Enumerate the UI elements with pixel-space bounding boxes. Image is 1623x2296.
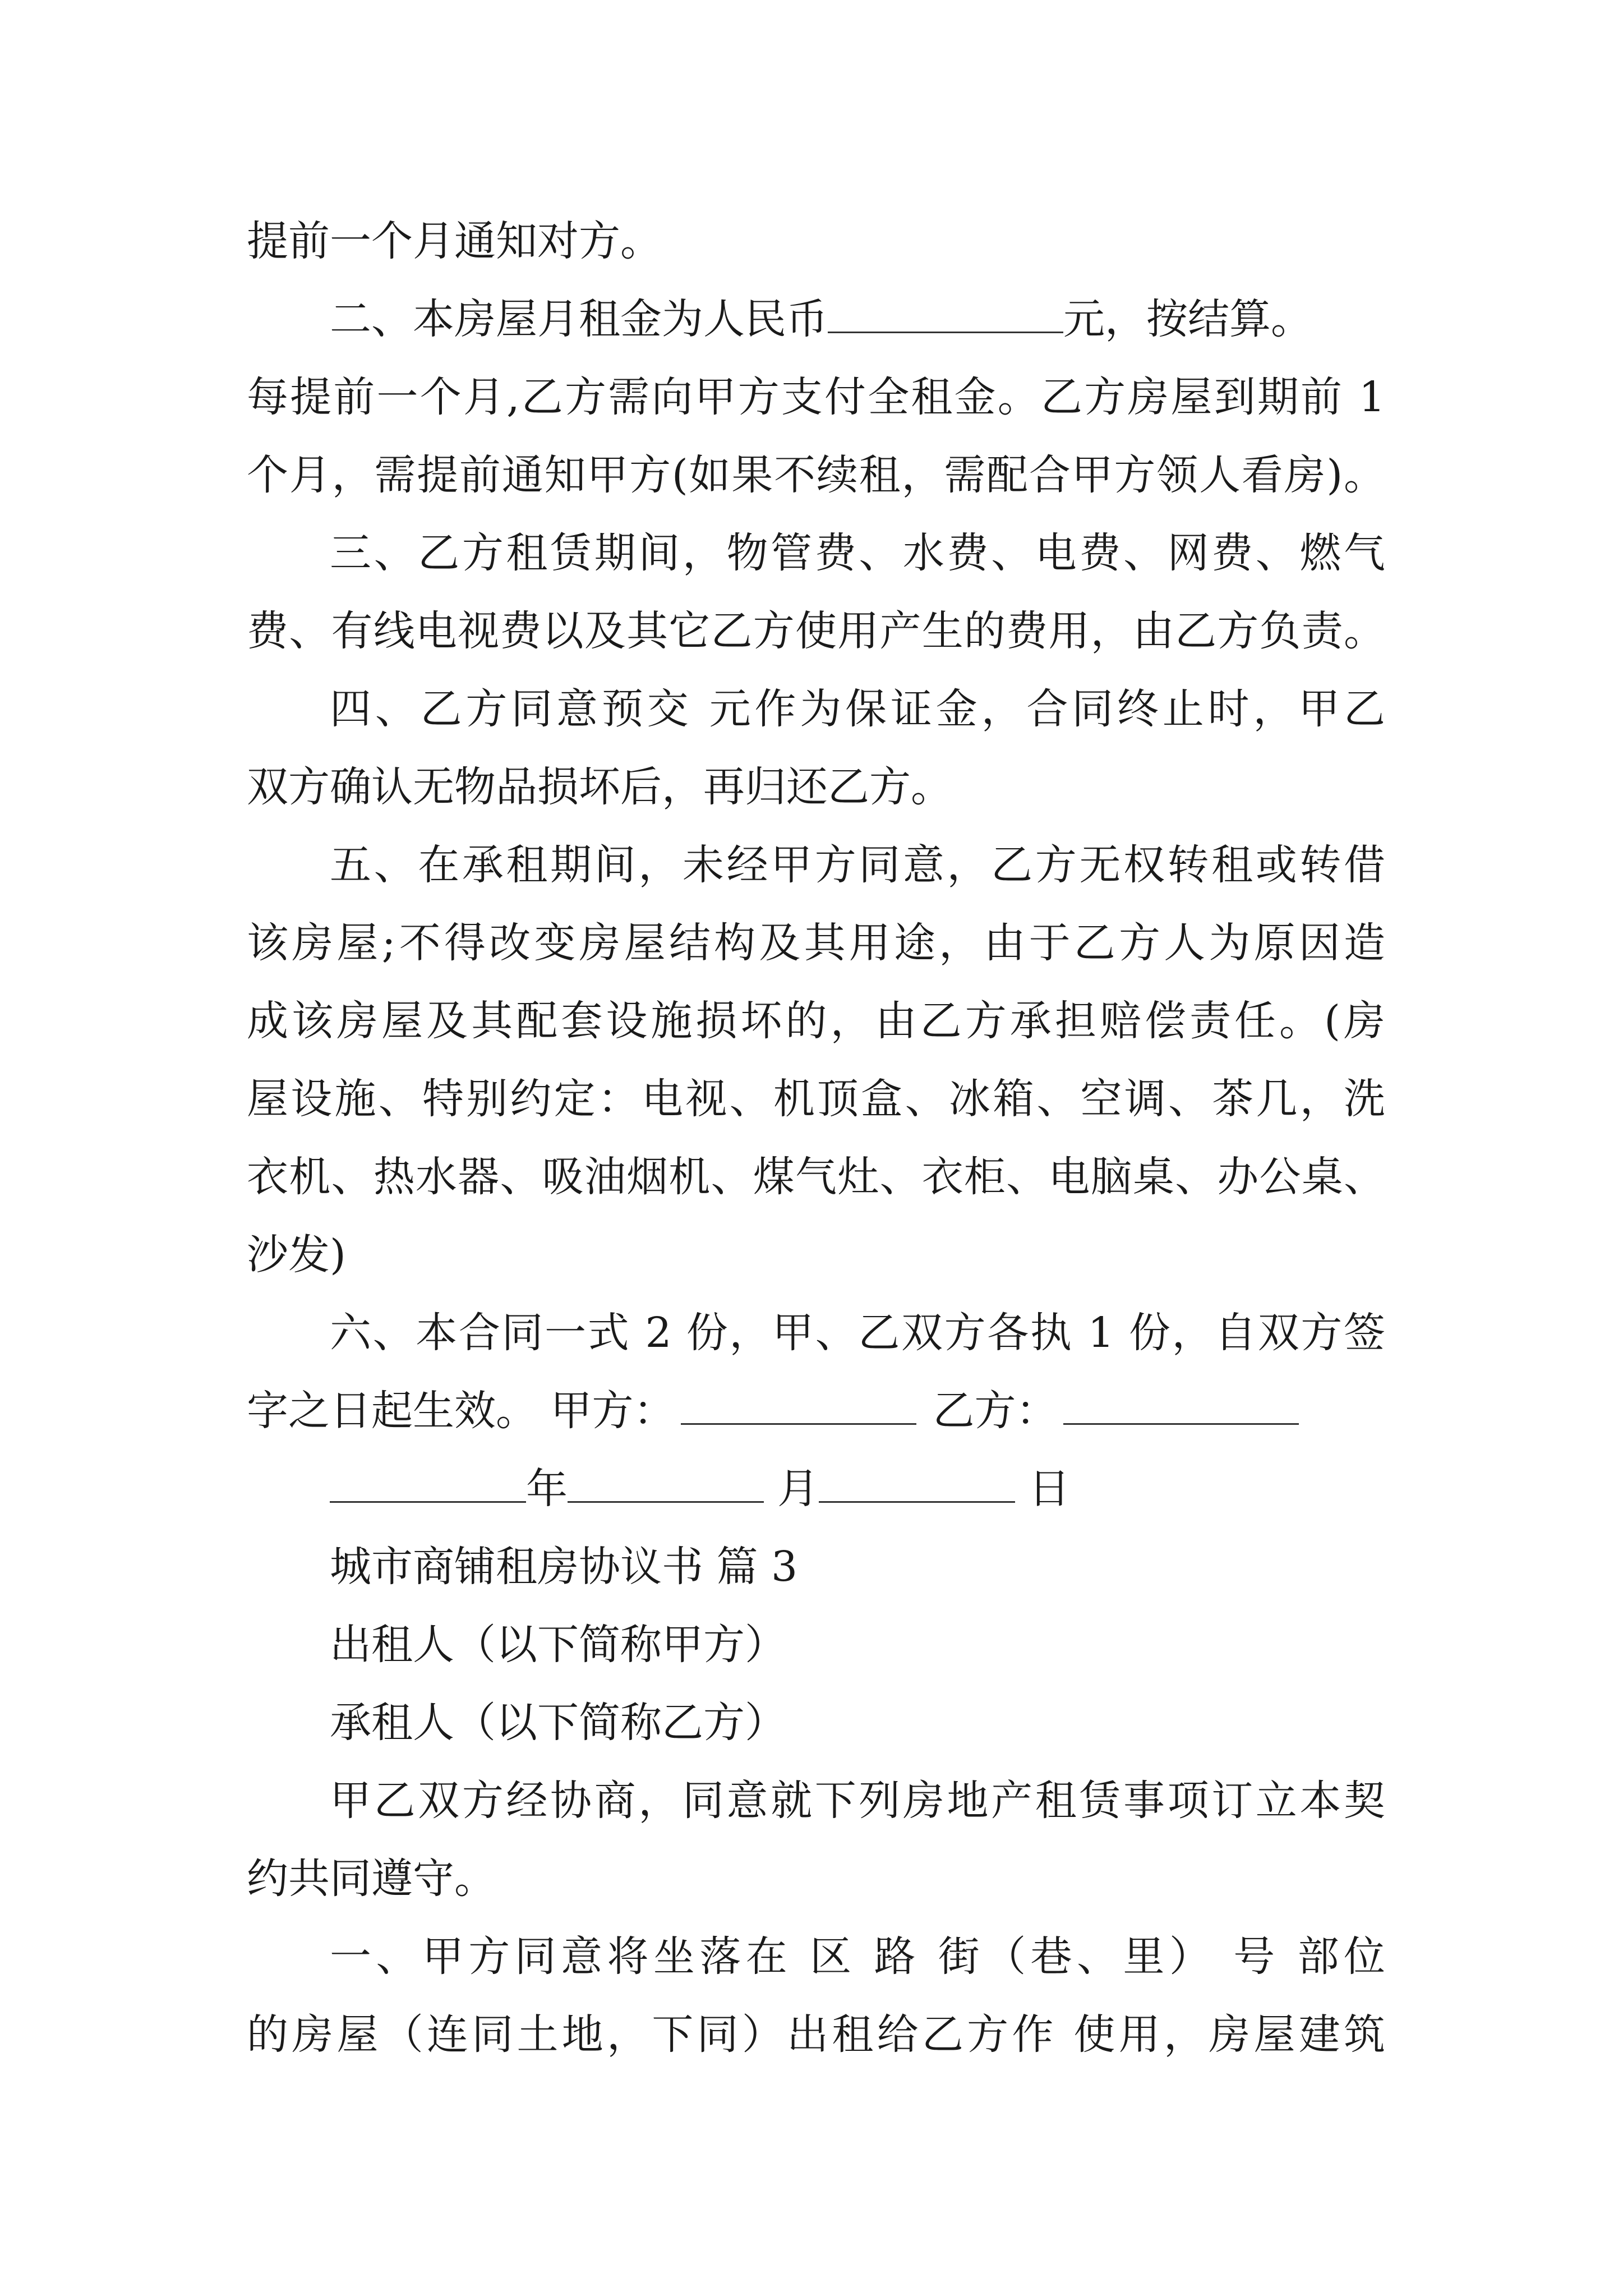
text-segment: 字之日起生效。 甲方： — [247, 1387, 675, 1435]
month-blank — [568, 1462, 764, 1503]
text-segment: 月 — [777, 1465, 819, 1513]
text-line: 约共同遵守。 — [247, 1855, 496, 1903]
text-line: 出租人（以下简称甲方） — [330, 1621, 786, 1669]
text-line: 一、甲方同意将坐落在 区 路 街（巷、里） 号 部位 — [330, 1932, 1385, 1981]
day-blank — [819, 1462, 1015, 1503]
rent-amount-blank — [828, 292, 1063, 333]
text-line: 提前一个月通知对方。 — [247, 217, 662, 265]
text-line: 屋设施、特别约定：电视、机顶盒、冰箱、空调、茶几，洗 — [247, 1075, 1385, 1123]
text-line: 双方确认无物品损坏后，再归还乙方。 — [247, 763, 952, 811]
text-segment: 日 — [1029, 1465, 1070, 1513]
text-segment: 年 — [526, 1465, 568, 1513]
text-line: 甲乙双方经协商，同意就下列房地产租赁事项订立本契 — [330, 1777, 1385, 1825]
text-segment: 元，按结算。 — [1063, 295, 1312, 343]
section-heading: 城市商铺租房协议书 篇 3 — [330, 1543, 798, 1591]
party-a-signature-blank — [681, 1384, 916, 1425]
text-line: 的房屋（连同土地，下同）出租给乙方作 使用，房屋建筑 — [247, 2010, 1385, 2059]
text-line: 每提前一个月,乙方需向甲方支付全租金。乙方房屋到期前 1 — [247, 373, 1385, 421]
rent-clause-line — [330, 280, 1312, 358]
text-line: 个月，需提前通知甲方(如果不续租，需配合甲方领人看房)。 — [247, 451, 1385, 499]
text-line: 沙发) — [247, 1231, 346, 1279]
text-line: 三、乙方租赁期间，物管费、水费、电费、网费、燃气 — [330, 529, 1385, 577]
text-line: 六、本合同一式 2 份，甲、乙双方各执 1 份，自双方签 — [330, 1309, 1385, 1357]
text-line: 衣机、热水器、吸油烟机、煤气灶、衣柜、电脑桌、办公桌、 — [247, 1153, 1385, 1201]
year-blank — [330, 1462, 526, 1503]
text-line: 承租人（以下简称乙方） — [330, 1699, 786, 1747]
text-line: 该房屋;不得改变房屋结构及其用途，由于乙方人为原因造 — [247, 919, 1385, 967]
date-line — [330, 1450, 1070, 1528]
text-segment: 二、本房屋月租金为人民币 — [330, 295, 828, 343]
text-line: 成该房屋及其配套设施损坏的，由乙方承担赔偿责任。(房 — [247, 997, 1385, 1045]
text-line: 四、乙方同意预交 元作为保证金，合同终止时，甲乙 — [330, 685, 1385, 733]
party-b-signature-blank — [1063, 1384, 1299, 1425]
signature-line — [247, 1372, 1316, 1450]
text-line: 费、有线电视费以及其它乙方使用产生的费用，由乙方负责。 — [247, 607, 1385, 655]
text-segment: 乙方： — [933, 1387, 1058, 1435]
text-line: 五、在承租期间，未经甲方同意，乙方无权转租或转借 — [330, 841, 1385, 889]
